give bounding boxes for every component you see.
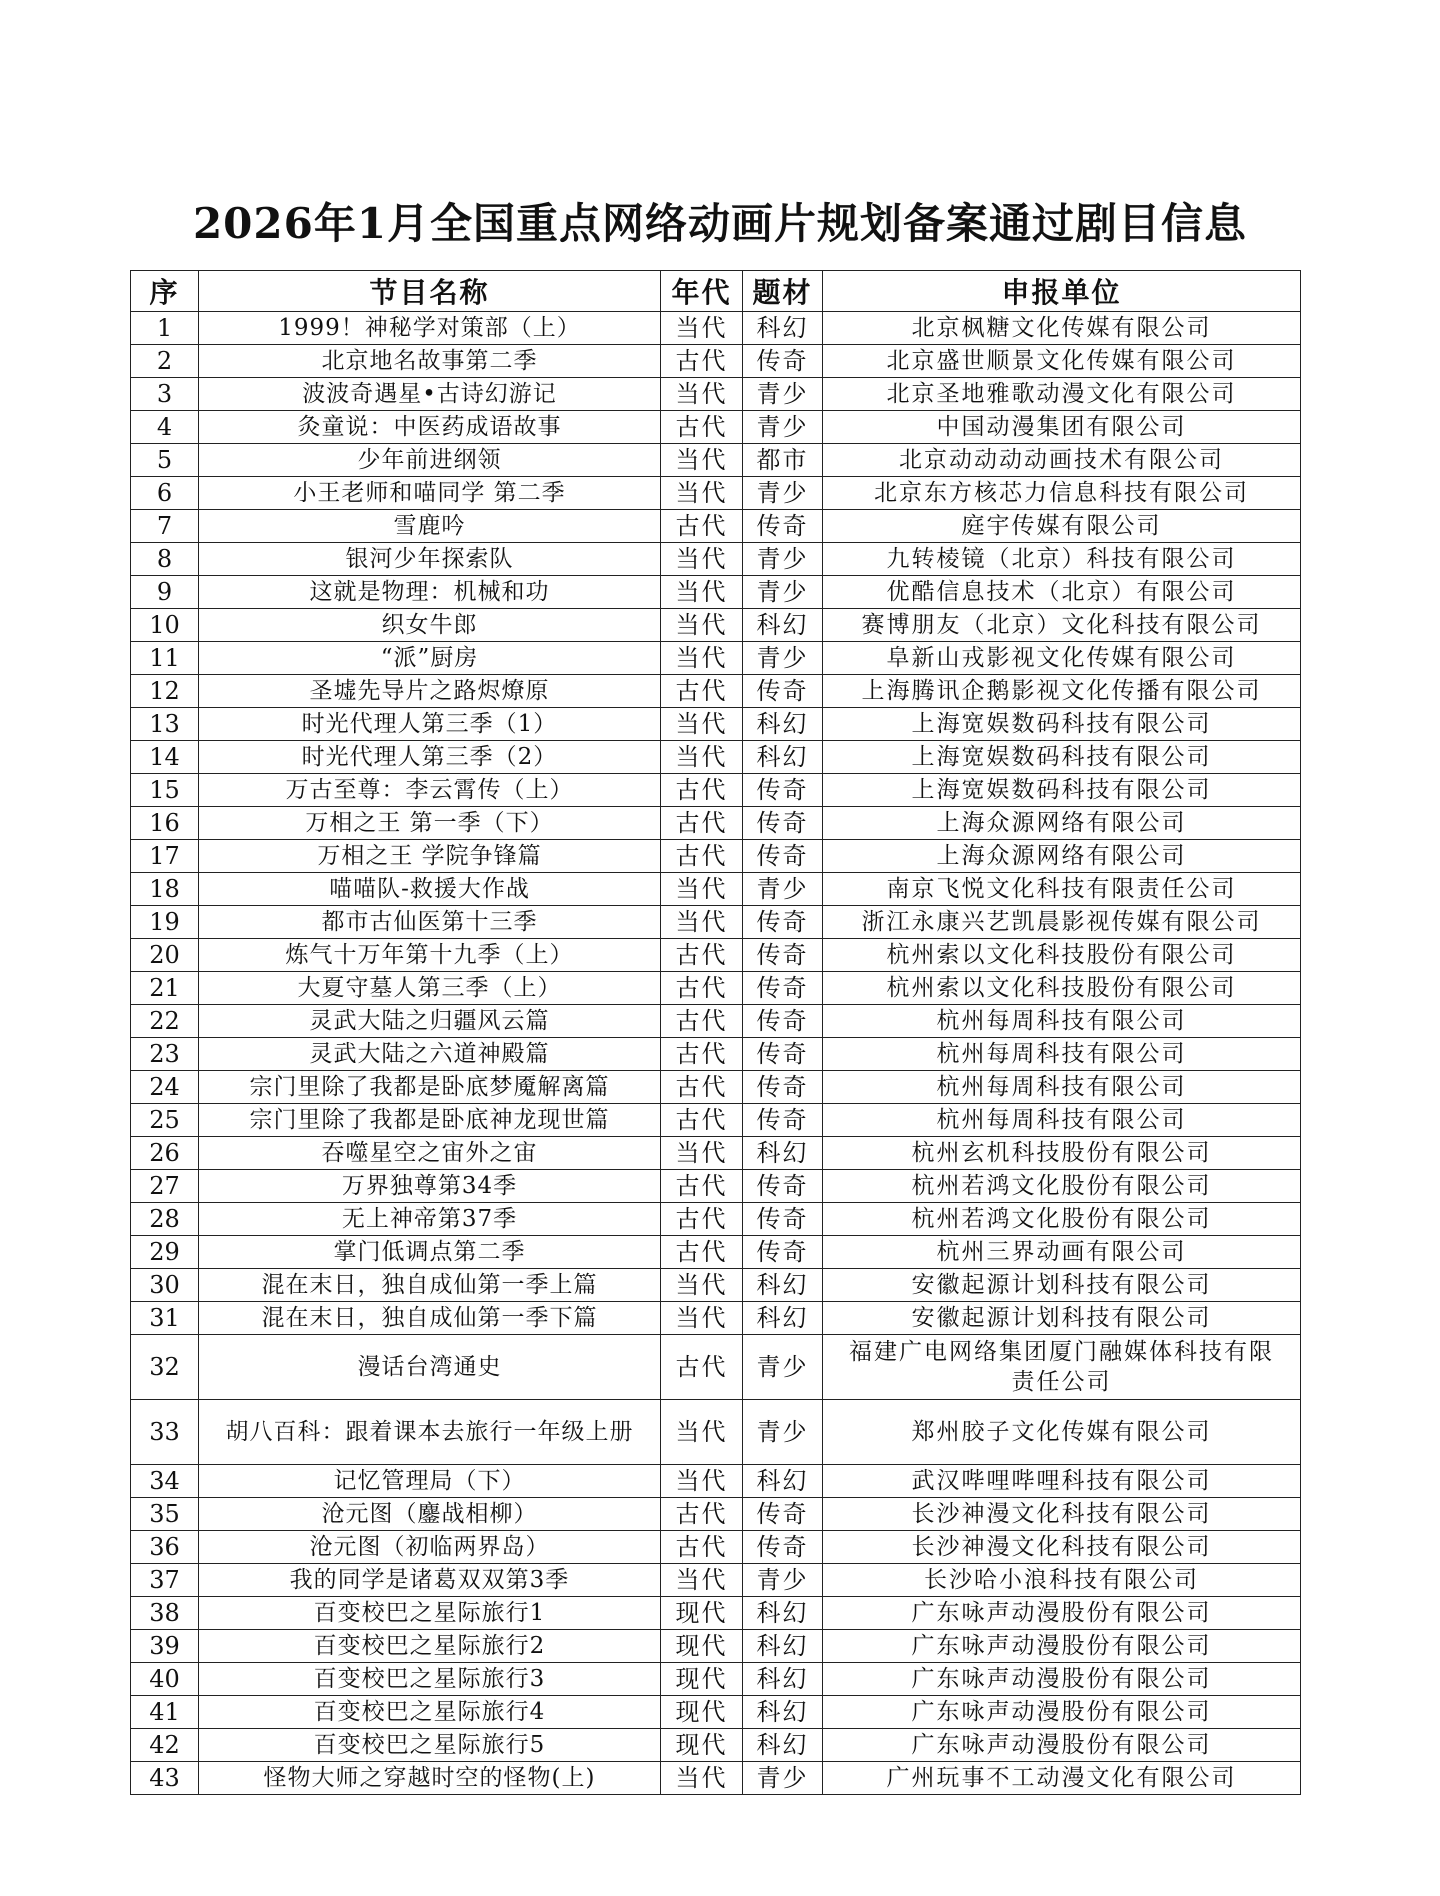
program-table	[130, 270, 1301, 1795]
cell-org: 北京动动动动画技术有限公司	[823, 444, 1301, 477]
cell-genre: 传奇	[743, 840, 823, 873]
cell-genre: 传奇	[743, 345, 823, 378]
cell-seq: 14	[131, 741, 199, 774]
cell-seq: 10	[131, 609, 199, 642]
cell-name: 北京地名故事第二季	[199, 345, 661, 378]
cell-seq: 16	[131, 807, 199, 840]
cell-seq: 9	[131, 576, 199, 609]
cell-name: 百变校巴之星际旅行5	[199, 1729, 661, 1762]
cell-name: 这就是物理：机械和功	[199, 576, 661, 609]
cell-seq: 11	[131, 642, 199, 675]
cell-seq: 8	[131, 543, 199, 576]
table-row	[131, 1729, 1301, 1762]
cell-seq: 1	[131, 312, 199, 345]
cell-era: 当代	[661, 906, 743, 939]
cell-era: 当代	[661, 312, 743, 345]
cell-genre: 青少	[743, 477, 823, 510]
cell-name: 银河少年探索队	[199, 543, 661, 576]
cell-name: 百变校巴之星际旅行3	[199, 1663, 661, 1696]
table-header-row	[131, 271, 1301, 312]
cell-name: 少年前进纲领	[199, 444, 661, 477]
cell-genre: 科幻	[743, 1302, 823, 1335]
cell-era: 当代	[661, 1137, 743, 1170]
table-row	[131, 477, 1301, 510]
cell-genre: 科幻	[743, 1137, 823, 1170]
cell-name: 记忆管理局（下）	[199, 1465, 661, 1498]
cell-seq: 23	[131, 1038, 199, 1071]
cell-era: 当代	[661, 543, 743, 576]
cell-name: 圣墟先导片之路烬燎原	[199, 675, 661, 708]
cell-era: 当代	[661, 477, 743, 510]
table-row	[131, 1104, 1301, 1137]
cell-name: 都市古仙医第十三季	[199, 906, 661, 939]
cell-name: 万相之王 第一季（下）	[199, 807, 661, 840]
cell-name: 1999！神秘学对策部（上）	[199, 312, 661, 345]
cell-seq: 18	[131, 873, 199, 906]
table-row	[131, 1498, 1301, 1531]
cell-genre: 传奇	[743, 510, 823, 543]
table-row	[131, 873, 1301, 906]
cell-name: 灸童说：中医药成语故事	[199, 411, 661, 444]
cell-seq: 5	[131, 444, 199, 477]
cell-org: 杭州若鸿文化股份有限公司	[823, 1170, 1301, 1203]
cell-genre: 青少	[743, 642, 823, 675]
cell-era: 现代	[661, 1630, 743, 1663]
cell-genre: 青少	[743, 411, 823, 444]
cell-name: 时光代理人第三季（2）	[199, 741, 661, 774]
cell-name: 我的同学是诸葛双双第3季	[199, 1564, 661, 1597]
cell-name: 吞噬星空之宙外之宙	[199, 1137, 661, 1170]
cell-era: 古代	[661, 1005, 743, 1038]
cell-org: 杭州每周科技有限公司	[823, 1005, 1301, 1038]
cell-era: 古代	[661, 1071, 743, 1104]
cell-genre: 科幻	[743, 1696, 823, 1729]
cell-name: 大夏守墓人第三季（上）	[199, 972, 661, 1005]
cell-era: 当代	[661, 741, 743, 774]
cell-name: 万古至尊：李云霄传（上）	[199, 774, 661, 807]
cell-name: 混在末日，独自成仙第一季下篇	[199, 1302, 661, 1335]
table-row	[131, 972, 1301, 1005]
cell-org: 杭州每周科技有限公司	[823, 1104, 1301, 1137]
cell-name: 掌门低调点第二季	[199, 1236, 661, 1269]
cell-era: 古代	[661, 675, 743, 708]
cell-seq: 20	[131, 939, 199, 972]
cell-org: 福建广电网络集团厦门融媒体科技有限责任公司	[823, 1335, 1301, 1400]
table-row	[131, 1696, 1301, 1729]
cell-org: 上海宽娱数码科技有限公司	[823, 708, 1301, 741]
cell-name: 织女牛郎	[199, 609, 661, 642]
cell-era: 古代	[661, 1236, 743, 1269]
cell-name: 沧元图（鏖战相柳）	[199, 1498, 661, 1531]
cell-seq: 32	[131, 1335, 199, 1400]
cell-seq: 19	[131, 906, 199, 939]
cell-era: 现代	[661, 1696, 743, 1729]
cell-genre: 科幻	[743, 1729, 823, 1762]
cell-genre: 科幻	[743, 1597, 823, 1630]
cell-name: 百变校巴之星际旅行4	[199, 1696, 661, 1729]
cell-era: 当代	[661, 609, 743, 642]
cell-genre: 传奇	[743, 807, 823, 840]
cell-era: 当代	[661, 708, 743, 741]
table-row	[131, 1335, 1301, 1400]
cell-genre: 传奇	[743, 1005, 823, 1038]
cell-genre: 青少	[743, 1400, 823, 1465]
cell-org: 浙江永康兴艺凯晨影视传媒有限公司	[823, 906, 1301, 939]
header-org: 申报单位	[823, 271, 1301, 312]
cell-seq: 35	[131, 1498, 199, 1531]
cell-seq: 3	[131, 378, 199, 411]
cell-era: 当代	[661, 444, 743, 477]
cell-seq: 29	[131, 1236, 199, 1269]
cell-org: 武汉哔哩哔哩科技有限公司	[823, 1465, 1301, 1498]
cell-seq: 43	[131, 1762, 199, 1795]
table-row	[131, 741, 1301, 774]
cell-era: 古代	[661, 1335, 743, 1400]
cell-seq: 4	[131, 411, 199, 444]
cell-org: 庭宇传媒有限公司	[823, 510, 1301, 543]
table-row	[131, 1038, 1301, 1071]
cell-org: 安徽起源计划科技有限公司	[823, 1302, 1301, 1335]
table-row	[131, 1564, 1301, 1597]
cell-seq: 40	[131, 1663, 199, 1696]
cell-org: 广东咏声动漫股份有限公司	[823, 1663, 1301, 1696]
table-row	[131, 1236, 1301, 1269]
table-row	[131, 1137, 1301, 1170]
cell-org: 长沙哈小浪科技有限公司	[823, 1564, 1301, 1597]
cell-org: 郑州胶子文化传媒有限公司	[823, 1400, 1301, 1465]
cell-era: 当代	[661, 642, 743, 675]
cell-era: 当代	[661, 1762, 743, 1795]
cell-genre: 传奇	[743, 906, 823, 939]
cell-genre: 青少	[743, 576, 823, 609]
cell-seq: 38	[131, 1597, 199, 1630]
table-row	[131, 1269, 1301, 1302]
cell-seq: 17	[131, 840, 199, 873]
cell-era: 当代	[661, 378, 743, 411]
cell-era: 古代	[661, 510, 743, 543]
cell-era: 当代	[661, 873, 743, 906]
cell-name: 喵喵队-救援大作战	[199, 873, 661, 906]
cell-name: 怪物大师之穿越时空的怪物(上)	[199, 1762, 661, 1795]
cell-era: 当代	[661, 1465, 743, 1498]
cell-seq: 7	[131, 510, 199, 543]
cell-era: 当代	[661, 1400, 743, 1465]
header-era: 年代	[661, 271, 743, 312]
table-row	[131, 807, 1301, 840]
cell-genre: 科幻	[743, 1663, 823, 1696]
cell-seq: 39	[131, 1630, 199, 1663]
cell-name: 万界独尊第34季	[199, 1170, 661, 1203]
table-row	[131, 708, 1301, 741]
cell-genre: 科幻	[743, 1630, 823, 1663]
table-row	[131, 675, 1301, 708]
cell-seq: 6	[131, 477, 199, 510]
cell-org: 杭州每周科技有限公司	[823, 1038, 1301, 1071]
cell-era: 古代	[661, 840, 743, 873]
cell-era: 现代	[661, 1597, 743, 1630]
cell-org: 杭州若鸿文化股份有限公司	[823, 1203, 1301, 1236]
cell-name: 百变校巴之星际旅行1	[199, 1597, 661, 1630]
cell-genre: 传奇	[743, 774, 823, 807]
cell-org: 上海众源网络有限公司	[823, 840, 1301, 873]
cell-seq: 42	[131, 1729, 199, 1762]
table-row	[131, 378, 1301, 411]
cell-name: 雪鹿吟	[199, 510, 661, 543]
cell-genre: 传奇	[743, 1071, 823, 1104]
cell-genre: 青少	[743, 1762, 823, 1795]
cell-org: 北京东方核芯力信息科技有限公司	[823, 477, 1301, 510]
cell-era: 古代	[661, 807, 743, 840]
cell-era: 古代	[661, 1531, 743, 1564]
cell-era: 古代	[661, 1104, 743, 1137]
header-name: 节目名称	[199, 271, 661, 312]
cell-org: 广州玩事不工动漫文化有限公司	[823, 1762, 1301, 1795]
cell-genre: 传奇	[743, 1104, 823, 1137]
cell-era: 古代	[661, 1038, 743, 1071]
cell-org: 广东咏声动漫股份有限公司	[823, 1729, 1301, 1762]
table-row	[131, 411, 1301, 444]
cell-era: 古代	[661, 1498, 743, 1531]
cell-org: 北京枫糖文化传媒有限公司	[823, 312, 1301, 345]
cell-seq: 30	[131, 1269, 199, 1302]
table-row	[131, 312, 1301, 345]
cell-genre: 传奇	[743, 1236, 823, 1269]
table-row	[131, 939, 1301, 972]
cell-name: 时光代理人第三季（1）	[199, 708, 661, 741]
cell-era: 现代	[661, 1729, 743, 1762]
cell-genre: 传奇	[743, 1170, 823, 1203]
cell-org: 优酷信息技术（北京）有限公司	[823, 576, 1301, 609]
cell-org: 杭州三界动画有限公司	[823, 1236, 1301, 1269]
cell-name: 灵武大陆之六道神殿篇	[199, 1038, 661, 1071]
table-row	[131, 840, 1301, 873]
cell-name: 胡八百科：跟着课本去旅行一年级上册	[199, 1400, 661, 1465]
cell-org: 上海宽娱数码科技有限公司	[823, 774, 1301, 807]
header-seq: 序	[131, 271, 199, 312]
cell-genre: 传奇	[743, 1038, 823, 1071]
table-row	[131, 1203, 1301, 1236]
cell-era: 古代	[661, 1170, 743, 1203]
cell-era: 古代	[661, 939, 743, 972]
cell-genre: 青少	[743, 543, 823, 576]
table-row	[131, 906, 1301, 939]
table-row	[131, 510, 1301, 543]
table-row	[131, 609, 1301, 642]
cell-genre: 传奇	[743, 1498, 823, 1531]
cell-name: 万相之王 学院争锋篇	[199, 840, 661, 873]
cell-org: 杭州每周科技有限公司	[823, 1071, 1301, 1104]
cell-genre: 科幻	[743, 609, 823, 642]
cell-org: 广东咏声动漫股份有限公司	[823, 1696, 1301, 1729]
table-row	[131, 1071, 1301, 1104]
cell-name: 小王老师和喵同学 第二季	[199, 477, 661, 510]
cell-genre: 传奇	[743, 972, 823, 1005]
cell-org: 北京盛世顺景文化传媒有限公司	[823, 345, 1301, 378]
table-row	[131, 1400, 1301, 1465]
cell-seq: 33	[131, 1400, 199, 1465]
cell-seq: 13	[131, 708, 199, 741]
cell-org: 杭州玄机科技股份有限公司	[823, 1137, 1301, 1170]
cell-genre: 都市	[743, 444, 823, 477]
cell-seq: 26	[131, 1137, 199, 1170]
table-body	[131, 312, 1301, 1795]
cell-org: 杭州索以文化科技股份有限公司	[823, 972, 1301, 1005]
cell-org: 赛博朋友（北京）文化科技有限公司	[823, 609, 1301, 642]
cell-era: 现代	[661, 1663, 743, 1696]
table-row	[131, 1170, 1301, 1203]
cell-seq: 22	[131, 1005, 199, 1038]
cell-era: 古代	[661, 411, 743, 444]
table-row	[131, 1302, 1301, 1335]
cell-org: 中国动漫集团有限公司	[823, 411, 1301, 444]
cell-era: 古代	[661, 972, 743, 1005]
table-row	[131, 642, 1301, 675]
table-row	[131, 1762, 1301, 1795]
cell-name: 沧元图（初临两界岛）	[199, 1531, 661, 1564]
cell-genre: 传奇	[743, 675, 823, 708]
cell-name: 波波奇遇星•古诗幻游记	[199, 378, 661, 411]
header-genre: 题材	[743, 271, 823, 312]
cell-org: 上海腾讯企鹅影视文化传播有限公司	[823, 675, 1301, 708]
cell-name: 宗门里除了我都是卧底神龙现世篇	[199, 1104, 661, 1137]
cell-name: “派”厨房	[199, 642, 661, 675]
table-row	[131, 444, 1301, 477]
table-row	[131, 1531, 1301, 1564]
cell-genre: 青少	[743, 378, 823, 411]
cell-org: 上海宽娱数码科技有限公司	[823, 741, 1301, 774]
cell-era: 当代	[661, 1269, 743, 1302]
cell-name: 宗门里除了我都是卧底梦魇解离篇	[199, 1071, 661, 1104]
cell-name: 灵武大陆之归疆风云篇	[199, 1005, 661, 1038]
cell-org: 广东咏声动漫股份有限公司	[823, 1630, 1301, 1663]
cell-seq: 12	[131, 675, 199, 708]
cell-genre: 科幻	[743, 312, 823, 345]
table-row	[131, 1630, 1301, 1663]
cell-genre: 传奇	[743, 1203, 823, 1236]
cell-seq: 24	[131, 1071, 199, 1104]
table-row	[131, 1005, 1301, 1038]
cell-seq: 2	[131, 345, 199, 378]
cell-era: 古代	[661, 774, 743, 807]
table-row	[131, 345, 1301, 378]
cell-seq: 27	[131, 1170, 199, 1203]
cell-org: 北京圣地雅歌动漫文化有限公司	[823, 378, 1301, 411]
cell-genre: 青少	[743, 1335, 823, 1400]
table-row	[131, 1663, 1301, 1696]
cell-seq: 15	[131, 774, 199, 807]
cell-seq: 25	[131, 1104, 199, 1137]
cell-seq: 41	[131, 1696, 199, 1729]
cell-org: 长沙神漫文化科技有限公司	[823, 1531, 1301, 1564]
cell-name: 无上神帝第37季	[199, 1203, 661, 1236]
cell-era: 当代	[661, 1564, 743, 1597]
cell-genre: 青少	[743, 1564, 823, 1597]
table-row	[131, 774, 1301, 807]
cell-org: 阜新山戎影视文化传媒有限公司	[823, 642, 1301, 675]
cell-genre: 传奇	[743, 939, 823, 972]
cell-genre: 科幻	[743, 1465, 823, 1498]
table-row	[131, 1597, 1301, 1630]
cell-org: 安徽起源计划科技有限公司	[823, 1269, 1301, 1302]
cell-genre: 科幻	[743, 1269, 823, 1302]
cell-seq: 34	[131, 1465, 199, 1498]
cell-seq: 31	[131, 1302, 199, 1335]
cell-name: 混在末日，独自成仙第一季上篇	[199, 1269, 661, 1302]
cell-org: 广东咏声动漫股份有限公司	[823, 1597, 1301, 1630]
table-row	[131, 543, 1301, 576]
cell-name: 百变校巴之星际旅行2	[199, 1630, 661, 1663]
cell-genre: 科幻	[743, 708, 823, 741]
cell-org: 杭州索以文化科技股份有限公司	[823, 939, 1301, 972]
cell-seq: 37	[131, 1564, 199, 1597]
cell-seq: 21	[131, 972, 199, 1005]
cell-org: 南京飞悦文化科技有限责任公司	[823, 873, 1301, 906]
cell-genre: 传奇	[743, 1531, 823, 1564]
table-row	[131, 1465, 1301, 1498]
cell-org: 九转棱镜（北京）科技有限公司	[823, 543, 1301, 576]
cell-genre: 青少	[743, 873, 823, 906]
cell-era: 当代	[661, 1302, 743, 1335]
cell-era: 当代	[661, 576, 743, 609]
cell-seq: 36	[131, 1531, 199, 1564]
page-title: 2026年1月全国重点网络动画片规划备案通过剧目信息	[192, 199, 1248, 248]
cell-genre: 科幻	[743, 741, 823, 774]
table-row	[131, 576, 1301, 609]
cell-org: 长沙神漫文化科技有限公司	[823, 1498, 1301, 1531]
cell-name: 漫话台湾通史	[199, 1335, 661, 1400]
cell-era: 古代	[661, 1203, 743, 1236]
cell-era: 古代	[661, 345, 743, 378]
cell-org: 上海众源网络有限公司	[823, 807, 1301, 840]
cell-name: 炼气十万年第十九季（上）	[199, 939, 661, 972]
cell-seq: 28	[131, 1203, 199, 1236]
